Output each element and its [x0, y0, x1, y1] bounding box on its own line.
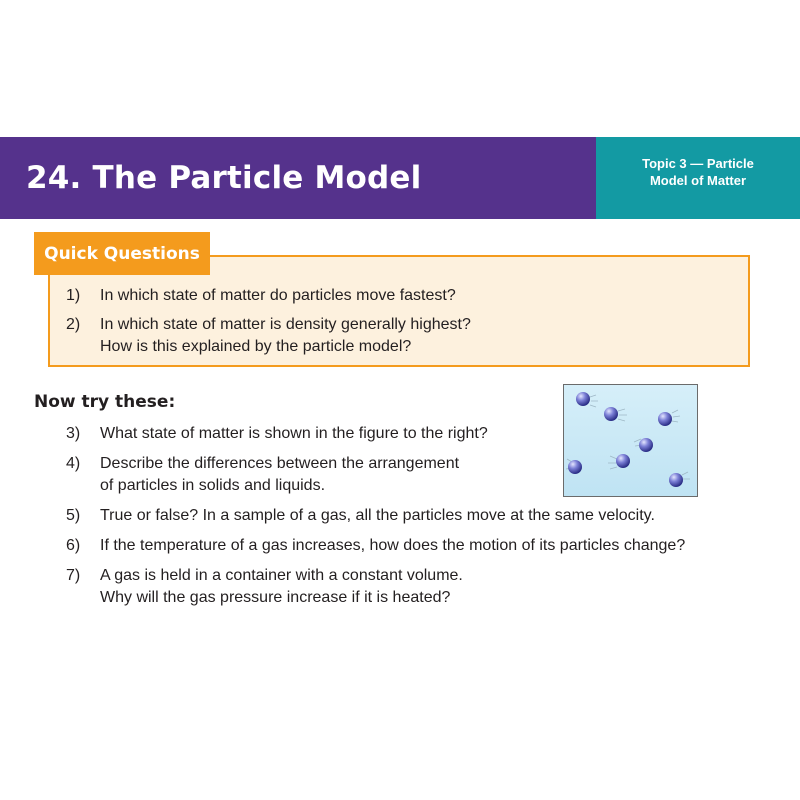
question-text — [100, 453, 459, 497]
particles-illustration — [564, 385, 699, 498]
gas-particle — [604, 407, 618, 421]
question-line: In which state of matter do particles move fastest? — [100, 287, 456, 304]
question-number: 2) — [66, 316, 81, 333]
topic-label — [596, 137, 800, 219]
question-text — [100, 565, 463, 609]
gas-particle — [568, 460, 582, 474]
topic-line-2: Model of Matter — [649, 173, 747, 188]
quick-questions-heading: Quick Questions — [34, 232, 210, 275]
question-number: 1) — [66, 287, 81, 304]
gas-particle — [658, 412, 672, 426]
topic-line-1: Topic 3 — Particle — [642, 156, 754, 171]
gas-particle — [616, 454, 630, 468]
question-number: 7) — [66, 567, 81, 584]
gas-particle — [576, 392, 590, 406]
question-text — [100, 423, 488, 445]
question-text — [100, 285, 456, 307]
question-line: In which state of matter is density generally highest? — [100, 316, 471, 333]
now-try-heading: Now try these: — [34, 392, 176, 412]
question-number: 6) — [66, 537, 81, 554]
question-line: How is this explained by the particle model? — [100, 338, 412, 355]
question-line: Describe the differences between the arrangement — [100, 455, 460, 472]
question-line: A gas is held in a container with a constant volume. — [100, 567, 463, 584]
question-number: 4) — [66, 455, 81, 472]
gas-particles-figure — [563, 384, 698, 497]
question-text — [100, 535, 685, 557]
question-line: If the temperature of a gas increases, how does the motion of its particles change? — [100, 537, 686, 554]
question-number: 3) — [66, 425, 81, 442]
page-header — [0, 137, 800, 219]
question-text — [100, 505, 655, 527]
question-line: What state of matter is shown in the figure to the right? — [100, 425, 488, 442]
question-line: Why will the gas pressure increase if it is heated? — [100, 589, 451, 606]
page-title: 24. The Particle Model — [0, 137, 596, 219]
gas-particle — [669, 473, 683, 487]
question-line: True or false? In a sample of a gas, all the particles move at the same velocity. — [100, 507, 655, 524]
question-number: 5) — [66, 507, 81, 524]
question-line: of particles in solids and liquids. — [100, 477, 326, 494]
question-text — [100, 314, 471, 358]
gas-particle — [639, 438, 653, 452]
